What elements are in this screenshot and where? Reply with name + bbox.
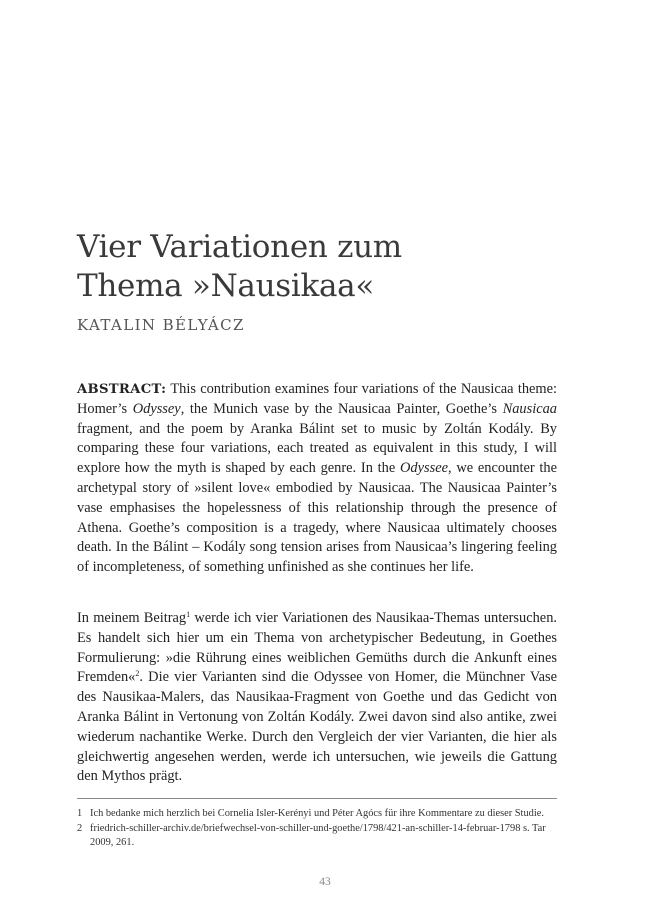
page-number: 43 [319, 876, 331, 888]
abstract-text-3: fragment, and the poem by Aranka Bálint set to music by Zoltán Kodály. By comparing these four variations, each treated as equivalent in this study, I will explore how the myth is shaped by each genre. In the [77, 420, 557, 477]
abstract-label: ABSTRACT: [77, 382, 167, 397]
body-paragraph [77, 609, 557, 787]
abstract-text-2: , the Munich vase by the Nausicaa Painter, Goethe’s [180, 400, 503, 417]
footnote-2 [77, 822, 557, 851]
footnotes [77, 807, 557, 851]
body-text-1: In meinem Beitrag [77, 610, 187, 626]
footnote-ref-2[interactable]: 2 [135, 669, 140, 679]
abstract-italic-nausicaa: Nausicaa [502, 400, 557, 417]
page-title [77, 228, 577, 306]
abstract-italic-odyssey: Odyssey [132, 400, 181, 417]
title-line-2: Thema »Nausikaa« [77, 268, 374, 304]
body-text-3: . Die vier Varianten sind die Odyssee von Homer, die Münchner Vase des Nausikaa-Malers, das Nausikaa-Fragment von Goethe und das Gedicht von Aranka Bálint in Vertonung von Zoltán Kodály. Zwei davon sind also antike, zwei wiederum nachantike Werke. Durch den Vergleich der vier Varianten, die hier als gleichwertig angesehen werden, werde ich untersuchen, wie jeweils die Gattung den Mythos prägt. [77, 669, 557, 785]
footnote-ref-1[interactable]: 1 [186, 610, 191, 619]
abstract-text-1: This contribution examines four variations of the Nausicaa theme: Homer’s [77, 381, 557, 417]
abstract [77, 380, 557, 578]
footnote-number: 2 [77, 822, 83, 834]
body-text-2: werde ich vier Variationen des Nausikaa-Themas untersuchen. Es handelt sich hier um ein Thema von archetypischer Bedeutung, in Goethes Formulierung: »die Rührung eines weiblichen Gemüths durch die Ankunft eines Fremden« [77, 610, 557, 686]
footnote-1 [77, 807, 557, 822]
footnote-text: friedrich-schiller-archiv.de/briefwechsel-von-schiller-und-goethe/1798/421-an-schiller-14-februar-1798 s. Tar 2009, 261. [90, 822, 546, 849]
abstract-text-4: , we encounter the archetypal story of »silent love« embodied by Nausicaa. The Nausicaa Painter’s vase emphasises the hopelessness of this relationship through the presence of Athena. Goethe’s composition is a tragedy, where Nausicaa ultimately chooses death. In the Bálint – Kodály song tension arises from Nausicaa’s lingering feeling of incompleteness, of something unfinished as she continues her life. [77, 460, 557, 576]
abstract-italic-odyssee: Odyssee [400, 460, 448, 477]
footnote-text: Ich bedanke mich herzlich bei Cornelia Isler-Kerényi und Péter Agócs für ihre Kommentare zu dieser Studie. [90, 808, 544, 819]
title-line-1: Vier Variationen zum [77, 229, 402, 265]
author-name: KATALIN BÉLYÁCZ [77, 316, 245, 334]
footnote-divider [77, 798, 557, 799]
footnote-number: 1 [77, 808, 83, 819]
